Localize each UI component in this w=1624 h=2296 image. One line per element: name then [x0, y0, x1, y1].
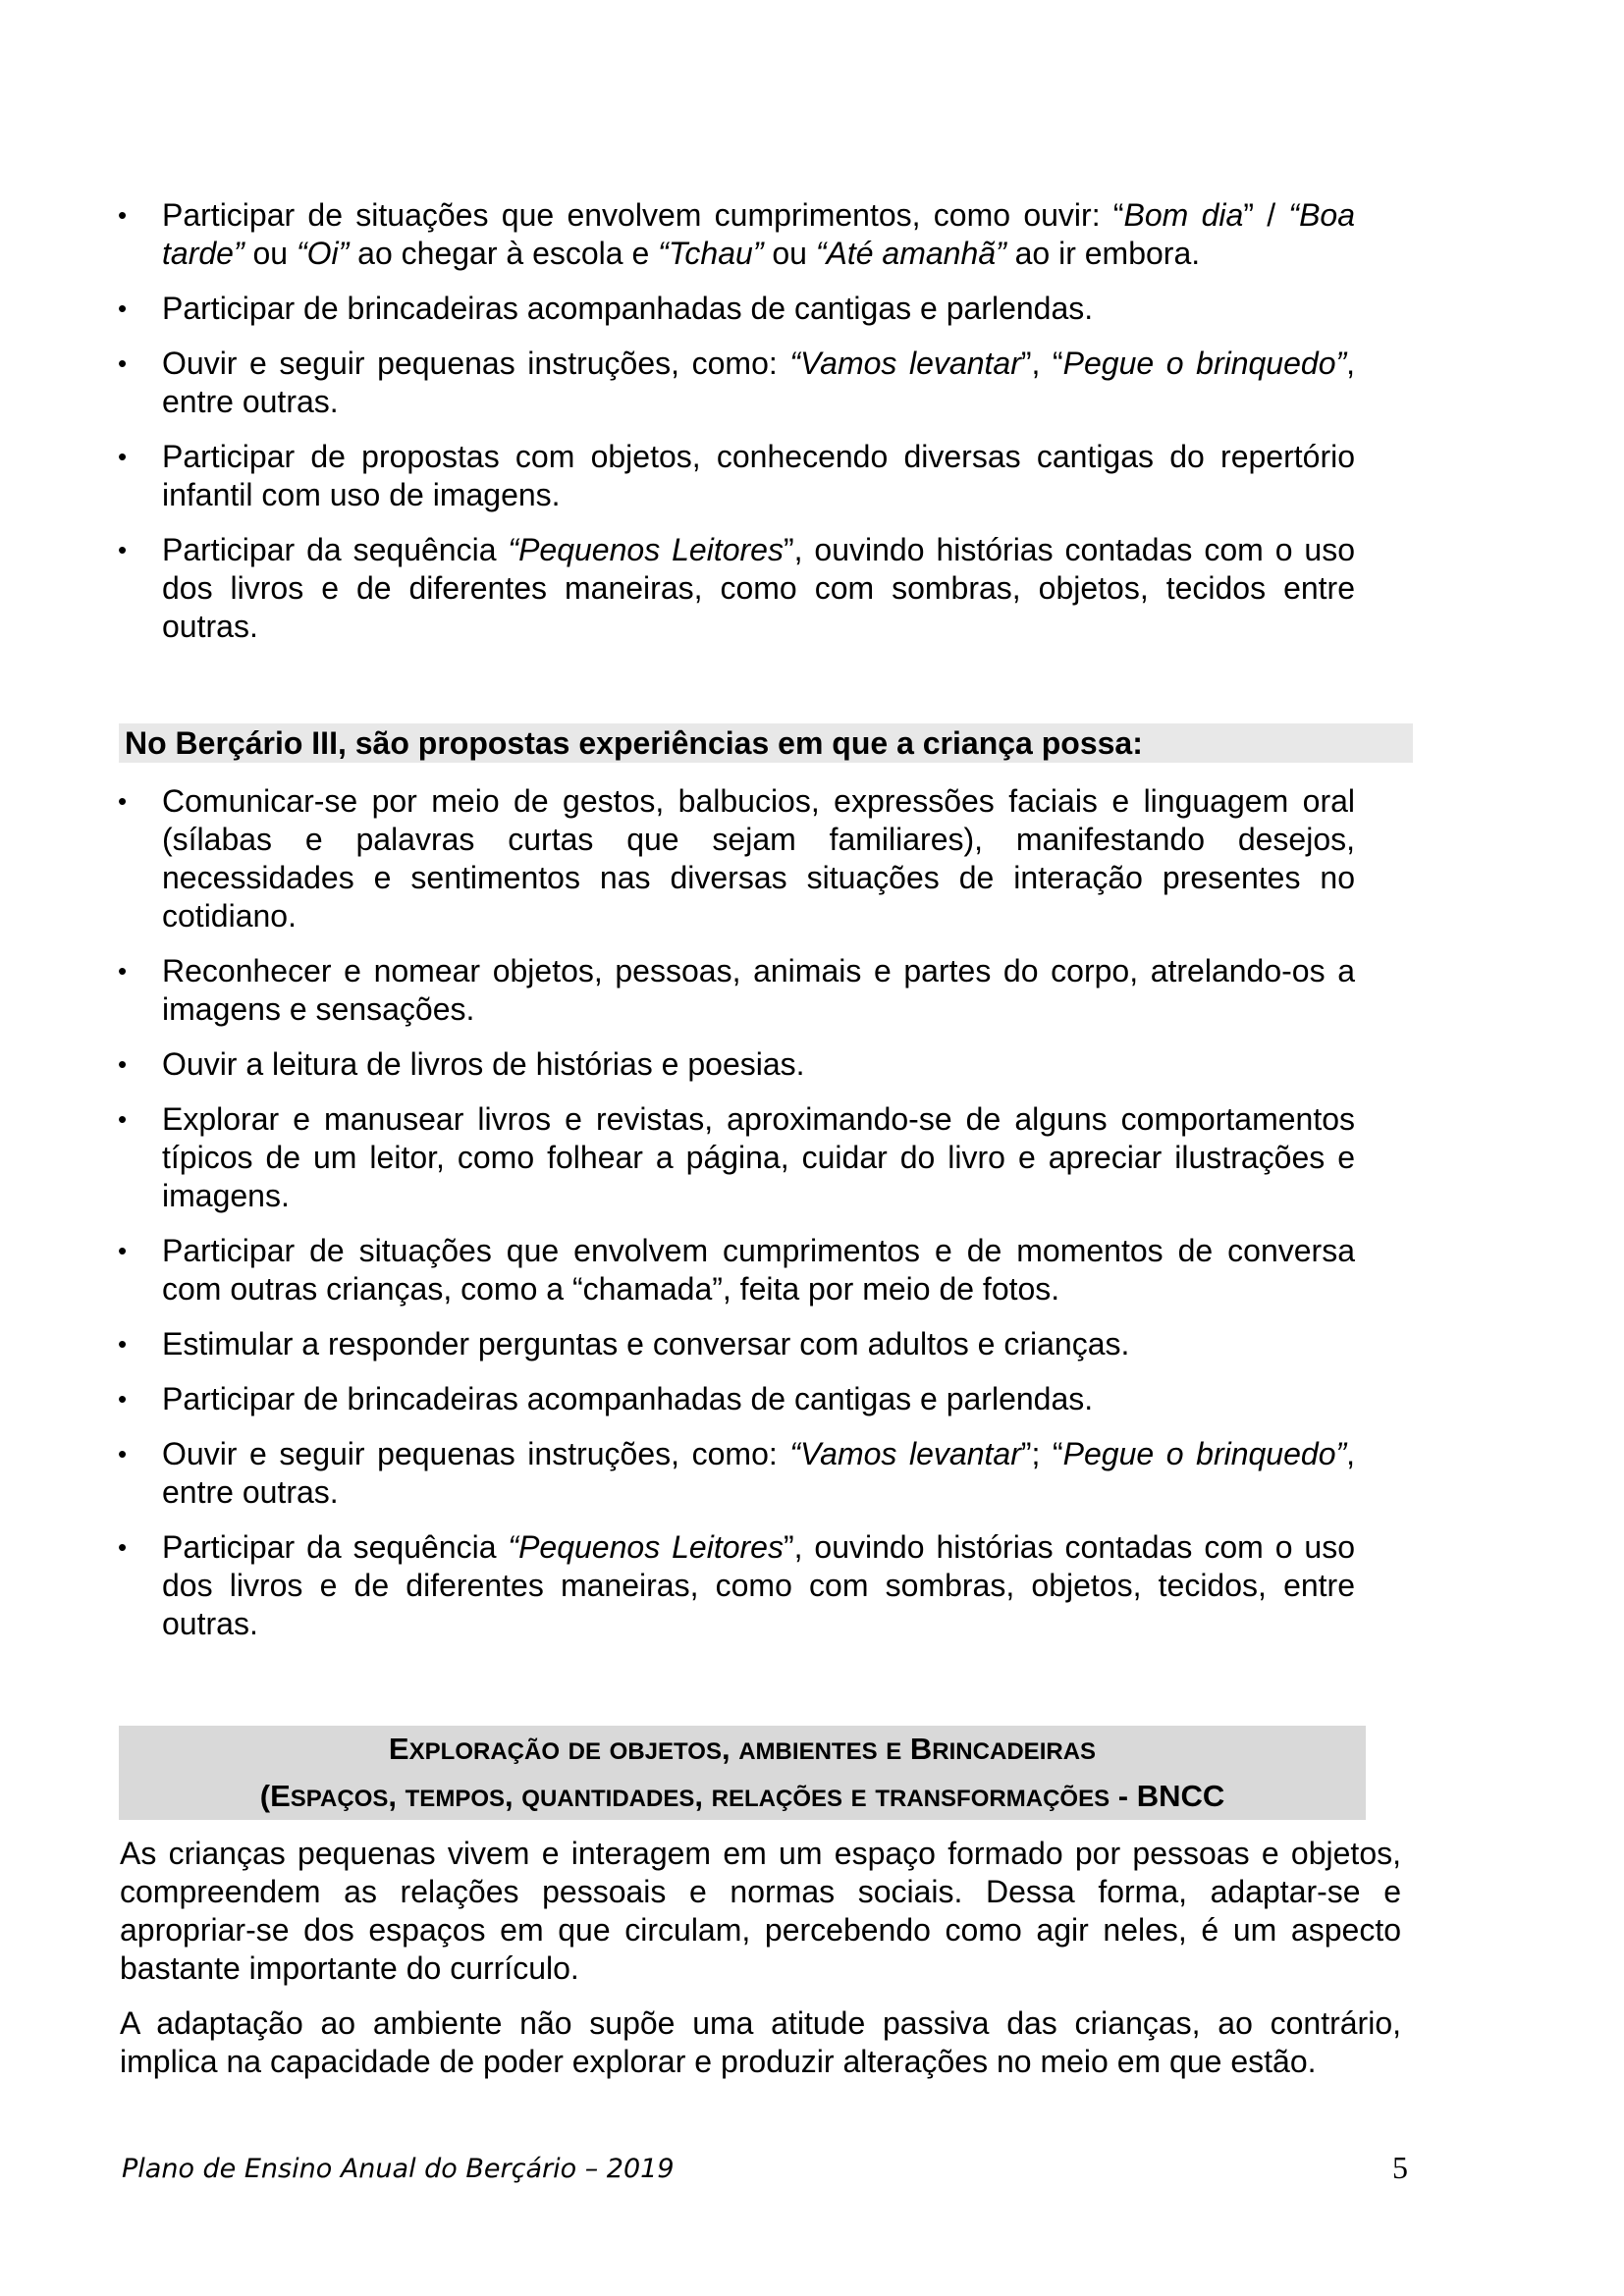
section-title-line-2: (ESPAÇOS, TEMPOS, QUANTIDADES, RELAÇÕES E TRANSFORMAÇÕES - BNCC — [259, 1779, 1225, 1813]
italic-text: “Boa tarde” — [162, 197, 1356, 271]
italic-text: Pegue o brinquedo” — [1062, 346, 1347, 381]
list-item — [118, 782, 1355, 935]
bullet-icon: • — [118, 1384, 128, 1414]
bullet-icon: • — [118, 1329, 128, 1359]
bullet-icon: • — [118, 535, 128, 564]
text-segment: Participar de situações que envolvem cumprimentos, como ouvir: “ — [162, 197, 1124, 233]
bullet-icon: • — [118, 1532, 128, 1562]
bullet-icon: • — [118, 1439, 128, 1468]
text-segment: ao chegar à escola e — [349, 236, 659, 271]
list-item — [118, 196, 1355, 273]
text-segment: ”, “ — [1020, 346, 1063, 381]
bullet-icon: • — [118, 1236, 128, 1265]
text-segment: Participar de brincadeiras acompanhadas de cantigas e parlendas. — [162, 291, 1094, 326]
text-segment: Explorar e manusear livros e revistas, aproximando-se de alguns comportamentos típicos de um leitor, como folhear a página, cuidar do livro e apreciar ilustrações e imagens. — [162, 1101, 1355, 1213]
list-item — [118, 952, 1355, 1029]
bullet-icon: • — [118, 786, 128, 816]
paragraph: As crianças pequenas vivem e interagem em um espaço formado por pessoas e objetos, compreendem as relações pessoais e normas sociais. Dessa forma, adaptar-se e apropriar-se dos espaços em que circulam, percebendo como agir neles, é um aspecto bastante importante do currículo. — [120, 1836, 1401, 1986]
italic-text: “Vamos levantar — [789, 346, 1021, 381]
italic-text: Bom dia — [1123, 197, 1244, 233]
section-title-line-1: EXPLORAÇÃO DE OBJETOS, AMBIENTES E BRINCADEIRAS — [388, 1732, 1097, 1766]
italic-text: “Até amanhã” — [815, 236, 1006, 271]
text-segment: ou — [244, 236, 297, 271]
text-segment: Ouvir a leitura de livros de histórias e poesias. — [162, 1046, 805, 1082]
list-item — [118, 345, 1355, 421]
bullet-icon: • — [118, 348, 128, 378]
text-segment: ou — [763, 236, 816, 271]
bullet-icon: • — [118, 294, 128, 323]
text-segment: ” / — [1243, 197, 1289, 233]
text-segment: Participar de situações que envolvem cumprimentos e de momentos de conversa com outras crianças, como a “chamada”, feita por meio de fotos. — [162, 1233, 1355, 1307]
text-segment: Participar de brincadeiras acompanhadas de cantigas e parlendas. — [162, 1381, 1094, 1416]
text-segment: ”, ouvindo histórias contadas com o uso dos livros e de diferentes maneiras, como com sombras, objetos, tecidos, entre outras. — [162, 1529, 1355, 1641]
text-segment: Ouvir e seguir pequenas instruções, como: — [162, 1436, 790, 1471]
section-title-band — [119, 1726, 1366, 1820]
italic-text: “Vamos levantar — [789, 1436, 1021, 1471]
text-segment: ”, ouvindo histórias contadas com o uso dos livros e de diferentes maneiras, como com sombras, objetos, tecidos entre outras. — [162, 532, 1355, 644]
italic-text: “Tchau” — [658, 236, 764, 271]
text-segment: Participar da sequência — [162, 1529, 509, 1565]
text-segment: ”; “ — [1020, 1436, 1063, 1471]
text-segment: Participar de propostas com objetos, conhecendo diversas cantigas do repertório infantil com uso de imagens. — [162, 439, 1355, 512]
bullet-list-bercario-ii — [118, 196, 1355, 663]
text-segment: , entre outras. — [162, 346, 1356, 419]
italic-text: “Pequenos Leitores — [508, 532, 784, 567]
bullet-icon: • — [118, 956, 128, 986]
list-item — [118, 290, 1355, 328]
text-segment: Reconhecer e nomear objetos, pessoas, animais e partes do corpo, atrelando-os a imagens e sensações. — [162, 953, 1355, 1027]
section-heading-bercario-iii: No Berçário III, são propostas experiências em que a criança possa: — [119, 723, 1413, 763]
text-segment: Participar da sequência — [162, 532, 509, 567]
bullet-icon: • — [118, 1104, 128, 1134]
bullet-list-bercario-iii — [118, 782, 1355, 1660]
text-segment: ao ir embora. — [1005, 236, 1201, 271]
italic-text: Pegue o brinquedo” — [1062, 1436, 1347, 1471]
list-item — [118, 1232, 1355, 1308]
list-item — [118, 1380, 1355, 1418]
list-item — [118, 438, 1355, 514]
footer-title: Plano de Ensino Anual do Berçário – 2019 — [122, 2154, 675, 2184]
text-segment: Estimular a responder perguntas e conversar com adultos e crianças. — [162, 1326, 1130, 1362]
list-item — [118, 1528, 1355, 1643]
bullet-icon: • — [118, 442, 128, 471]
list-item — [118, 1435, 1355, 1512]
page-number: 5 — [1392, 2150, 1408, 2185]
paragraph: A adaptação ao ambiente não supõe uma atitude passiva das crianças, ao contrário, implica na capacidade de poder explorar e produzir alterações no meio em que estão. — [120, 2005, 1401, 2079]
italic-text: “Oi” — [296, 236, 350, 271]
bullet-icon: • — [118, 200, 128, 230]
italic-text: “Pequenos Leitores — [508, 1529, 784, 1565]
list-item — [118, 1045, 1355, 1084]
text-segment: Ouvir e seguir pequenas instruções, como: — [162, 346, 790, 381]
bullet-icon: • — [118, 1049, 128, 1079]
list-item — [118, 1100, 1355, 1215]
list-item — [118, 1325, 1355, 1363]
text-segment: Comunicar-se por meio de gestos, balbucios, expressões faciais e linguagem oral (sílabas e palavras curtas que sejam familiares), manifestando desejos, necessidades e sentimentos nas diversas situações de interação presentes no cotidiano. — [162, 783, 1355, 934]
list-item — [118, 531, 1355, 646]
text-segment: , entre outras. — [162, 1436, 1356, 1510]
